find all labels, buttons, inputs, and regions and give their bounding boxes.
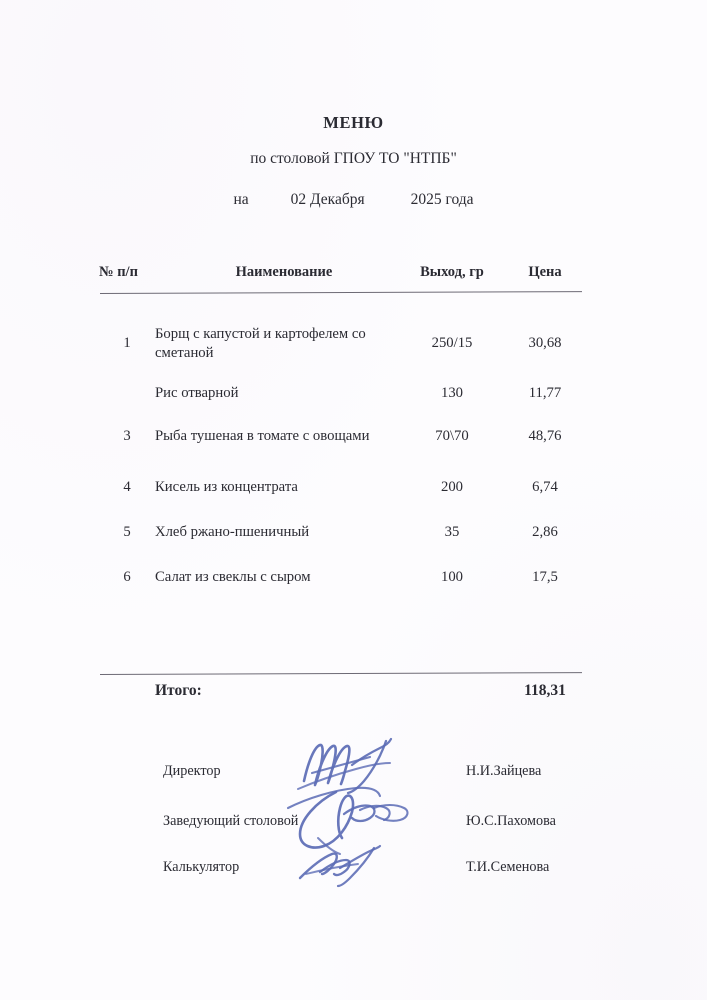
cell-output: 100 — [440, 569, 464, 585]
cell-price: 11,77 — [528, 385, 562, 401]
signature-role: Заведующий столовой — [163, 813, 299, 829]
cell-name: Кисель из концентрата — [155, 479, 298, 495]
total-value: 118,31 — [524, 682, 566, 699]
cell-output: 35 — [444, 524, 460, 540]
cell-name: Хлеб ржано-пшеничный — [155, 524, 310, 540]
column-header-price: Цена — [528, 264, 562, 280]
cell-price: 48,76 — [528, 428, 562, 444]
page-title: МЕНЮ — [323, 113, 384, 132]
column-header-output: Выход, гр — [420, 264, 484, 280]
cell-output: 130 — [440, 385, 464, 401]
column-header-name: Наименование — [235, 264, 333, 280]
cell-name: Рис отварной — [155, 385, 239, 401]
cell-name: Рыба тушеная в томате с овощами — [155, 428, 370, 444]
column-header-number: № п/п — [99, 264, 138, 280]
cell-price: 2,86 — [532, 524, 558, 540]
date-year: 2025 года — [410, 191, 474, 208]
document-subtitle: по столовой ГПОУ ТО "НТПБ" — [250, 150, 457, 167]
total-label: Итого: — [155, 682, 202, 699]
cell-number: 3 — [123, 428, 131, 444]
cell-number: 4 — [123, 479, 131, 495]
signature-role: Калькулятор — [163, 859, 240, 875]
cell-output: 200 — [440, 479, 464, 495]
cell-price: 17,5 — [532, 569, 558, 585]
signature-person: Н.И.Зайцева — [466, 763, 542, 779]
cell-output: 70\70 — [435, 428, 469, 444]
cell-output: 250/15 — [431, 335, 473, 351]
cell-price: 6,74 — [532, 479, 558, 495]
signature-person: Т.И.Семенова — [466, 859, 550, 875]
signature-person: Ю.С.Пахомова — [466, 813, 556, 829]
cell-number: 1 — [123, 335, 131, 351]
signature-role: Директор — [163, 763, 221, 779]
cell-name: Салат из свеклы с сыром — [155, 569, 311, 585]
cell-name: Борщ с капустой и картофелем со сметаной — [155, 326, 366, 361]
cell-number: 5 — [123, 524, 131, 540]
cell-price: 30,68 — [528, 335, 562, 351]
cell-number: 6 — [123, 569, 131, 585]
date-day: 02 Декабря — [290, 191, 365, 208]
date-prefix: на — [233, 191, 249, 208]
